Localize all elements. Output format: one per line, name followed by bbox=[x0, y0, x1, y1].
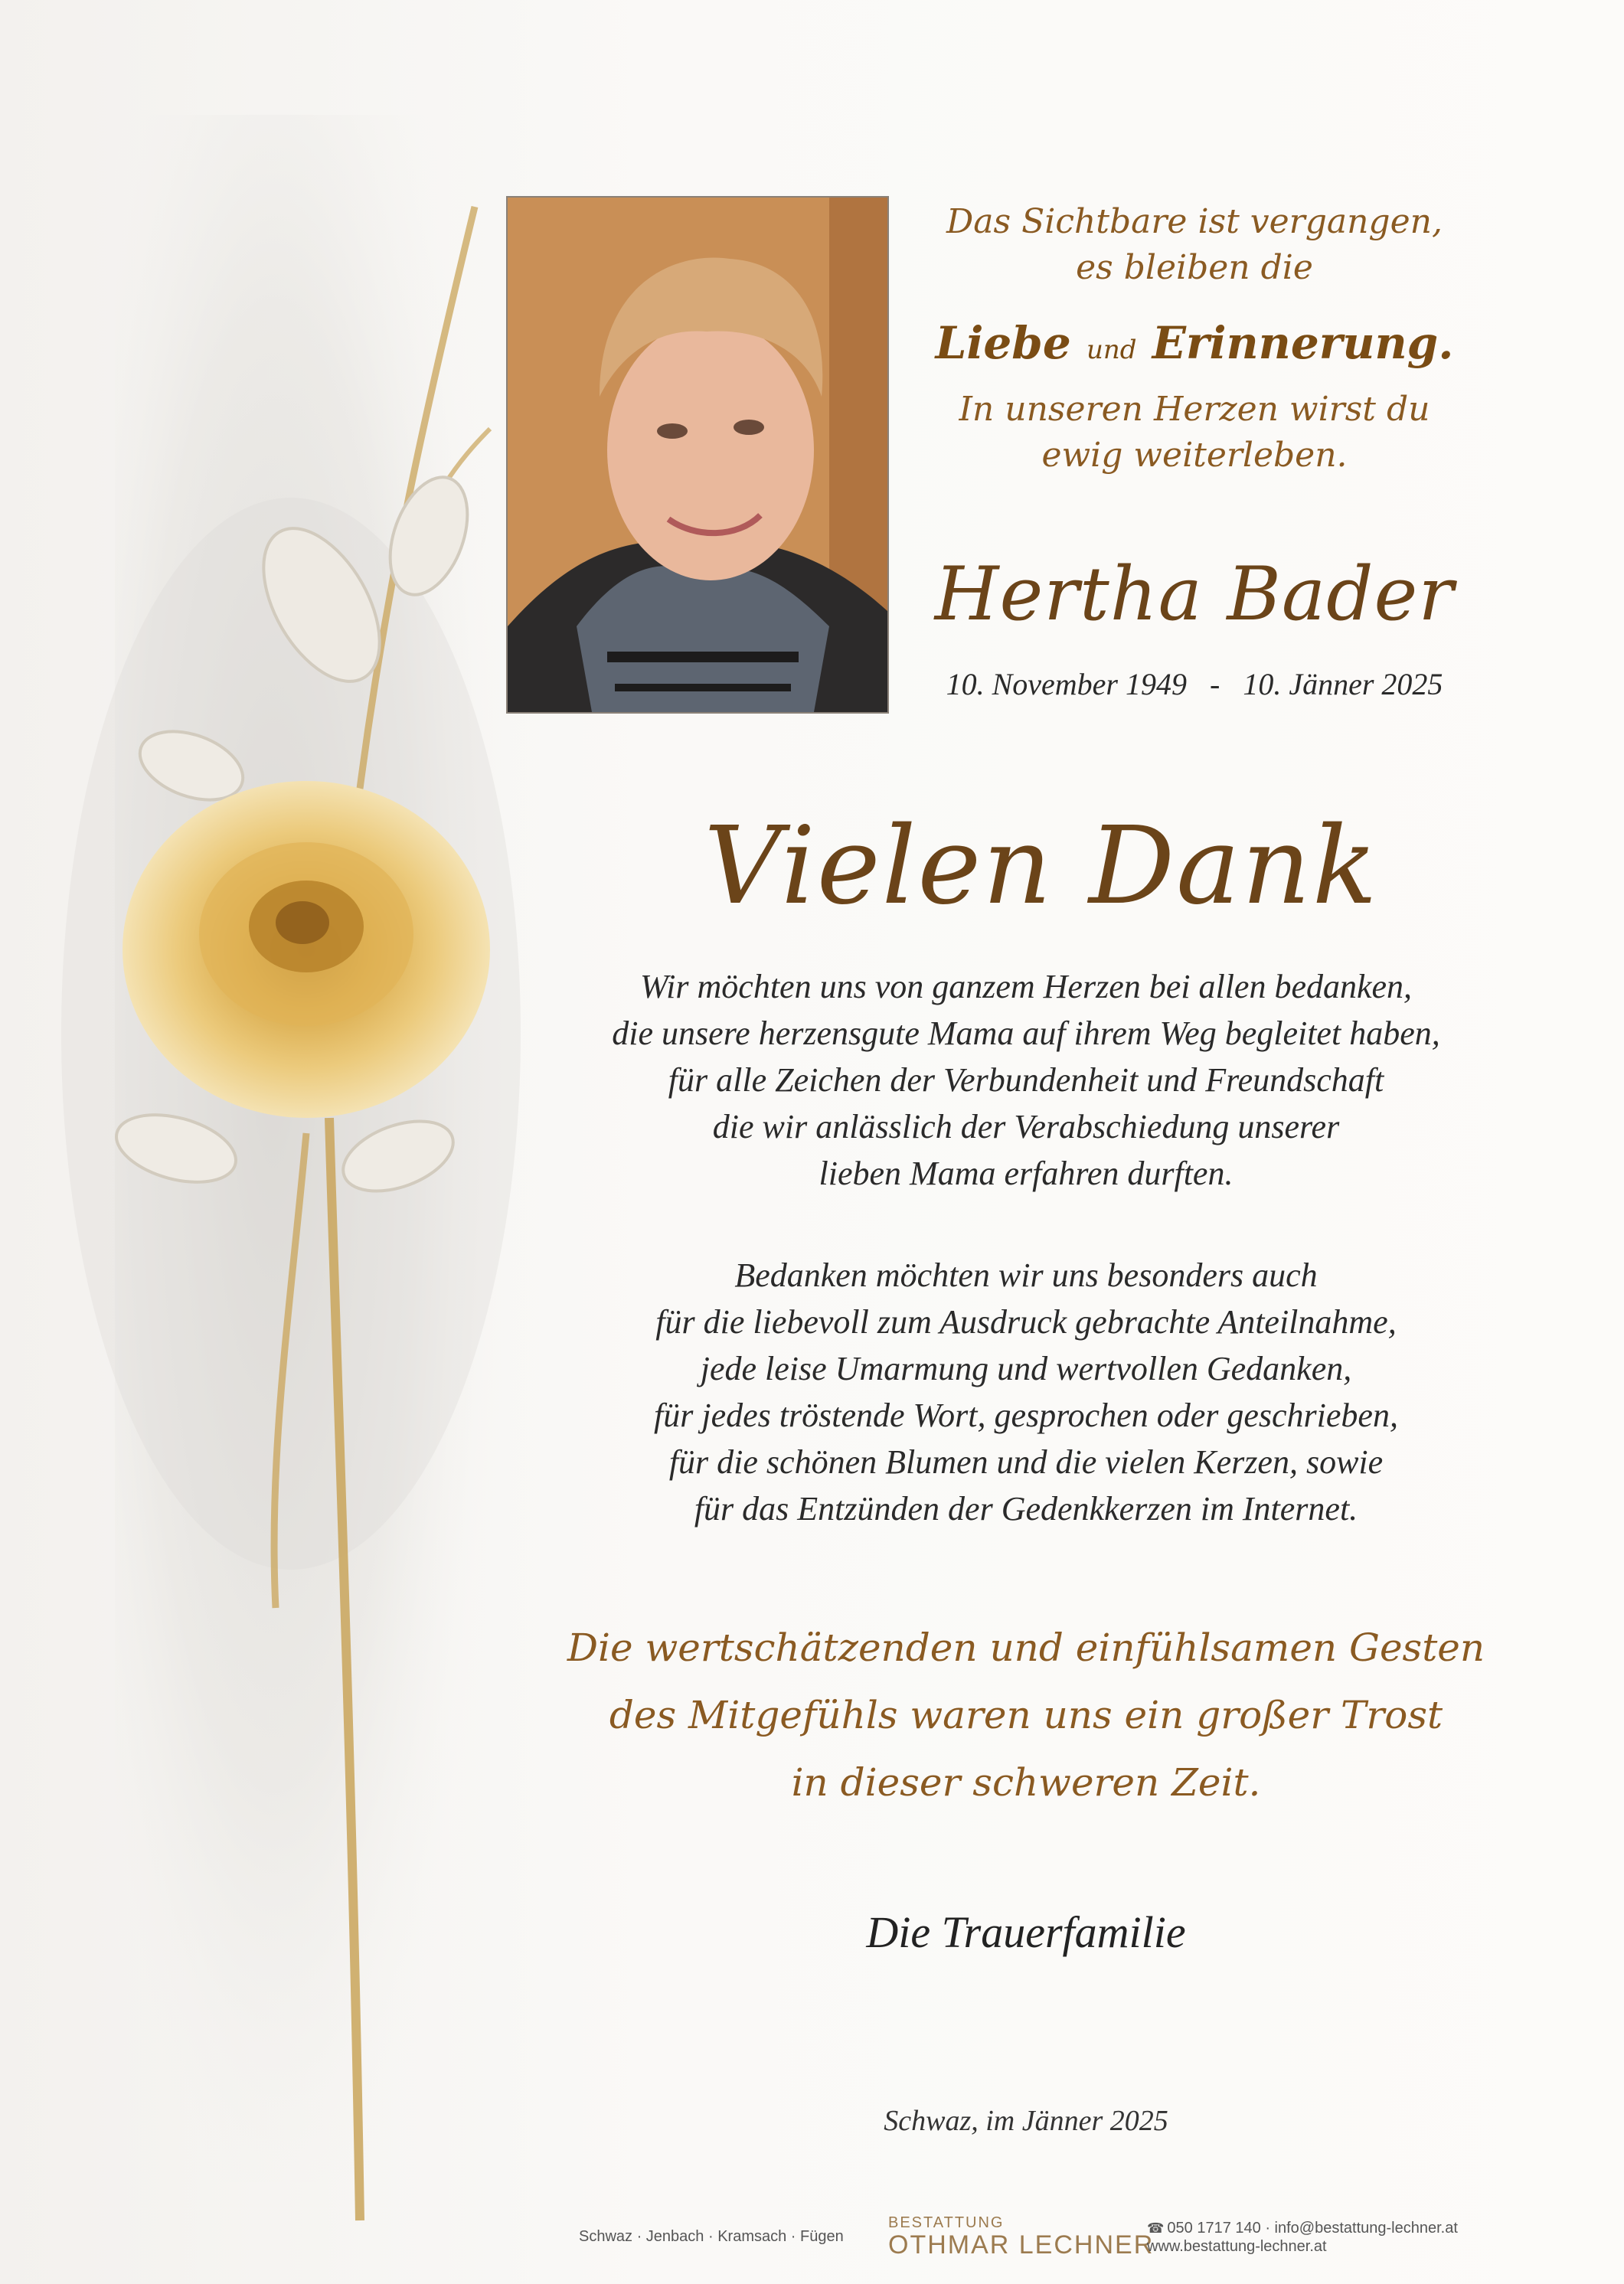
paragraph-line: für die liebevoll zum Ausdruck gebrachte Anteilnahme, bbox=[655, 1303, 1397, 1341]
paragraph-line: für die schönen Blumen und die vielen Kerzen, sowie bbox=[668, 1443, 1384, 1481]
quote-highlight-connector: und bbox=[1086, 335, 1137, 365]
brand-top-text: BESTATTUNG bbox=[888, 2214, 1005, 2231]
footer bbox=[0, 2213, 1624, 2259]
paragraph-line: für das Entzünden der Gedenkkerzen im Internet. bbox=[694, 1490, 1358, 1528]
quote-line-2: es bleiben die bbox=[1076, 248, 1313, 287]
closing-line: Die wertschätzenden und einfühlsamen Gesten bbox=[567, 1626, 1485, 1670]
deceased-name: Hertha Bader bbox=[934, 551, 1455, 637]
brand-main-text: OTHMAR LECHNER bbox=[888, 2230, 1155, 2259]
thank-you-paragraph-2 bbox=[505, 1252, 1547, 1532]
birth-date: 10. November 1949 bbox=[946, 667, 1187, 701]
footer-towns: Schwaz · Jenbach · Kramsach · Fügen bbox=[579, 2228, 844, 2245]
website-link[interactable]: www.bestattung-lechner.at bbox=[1147, 2238, 1327, 2255]
closing-statement bbox=[505, 1614, 1547, 1816]
paragraph-line: jede leise Umarmung und wertvollen Gedanken, bbox=[700, 1350, 1352, 1387]
paragraph-line: die unsere herzensgute Mama auf ihrem Weg begleitet haben, bbox=[612, 1015, 1440, 1052]
closing-line: in dieser schweren Zeit. bbox=[791, 1760, 1261, 1805]
life-dates bbox=[896, 666, 1493, 702]
quote-outro bbox=[896, 387, 1493, 479]
paragraph-line: Bedanken möchten wir uns besonders auch bbox=[734, 1256, 1318, 1294]
date-separator: - bbox=[1210, 667, 1220, 701]
quote-highlight bbox=[896, 312, 1493, 381]
quote-highlight-word-1: Liebe bbox=[935, 317, 1071, 369]
quote-line-1: Das Sichtbare ist vergangen, bbox=[946, 202, 1443, 241]
thank-you-heading: Vielen Dank bbox=[704, 804, 1379, 929]
paragraph-line: für alle Zeichen der Verbundenheit und Freundschaft bbox=[668, 1061, 1384, 1099]
place-date: Schwaz, im Jänner 2025 bbox=[884, 2105, 1168, 2137]
watercolor-rose-decoration bbox=[0, 0, 521, 2284]
footer-contact bbox=[1147, 2219, 1458, 2256]
portrait-photo bbox=[506, 196, 889, 714]
quote-highlight-word-2: Erinnerung. bbox=[1152, 317, 1454, 369]
family-signature: Die Trauerfamilie bbox=[866, 1907, 1186, 1957]
paragraph-line: lieben Mama erfahren durften. bbox=[819, 1155, 1234, 1192]
paragraph-line: die wir anlässlich der Verabschiedung unserer bbox=[712, 1108, 1340, 1145]
death-date: 10. Jänner 2025 bbox=[1243, 667, 1443, 701]
contact-line-1: 050 1717 140 · info@bestattung-lechner.at bbox=[1167, 2220, 1458, 2237]
quote-line-4: ewig weiterleben. bbox=[1041, 436, 1348, 475]
thank-you-paragraph-1 bbox=[505, 963, 1547, 1197]
funeral-home-logo bbox=[888, 2214, 1154, 2258]
closing-line: des Mitgefühls waren uns ein großer Trost bbox=[609, 1693, 1443, 1737]
phone-icon: ☎ bbox=[1147, 2220, 1165, 2236]
quote-line-3: In unseren Herzen wirst du bbox=[959, 390, 1430, 429]
paragraph-line: Wir möchten uns von ganzem Herzen bei allen bedanken, bbox=[639, 968, 1413, 1005]
quote-intro bbox=[896, 199, 1493, 291]
paragraph-line: für jedes tröstende Wort, gesprochen oder geschrieben, bbox=[654, 1397, 1398, 1434]
